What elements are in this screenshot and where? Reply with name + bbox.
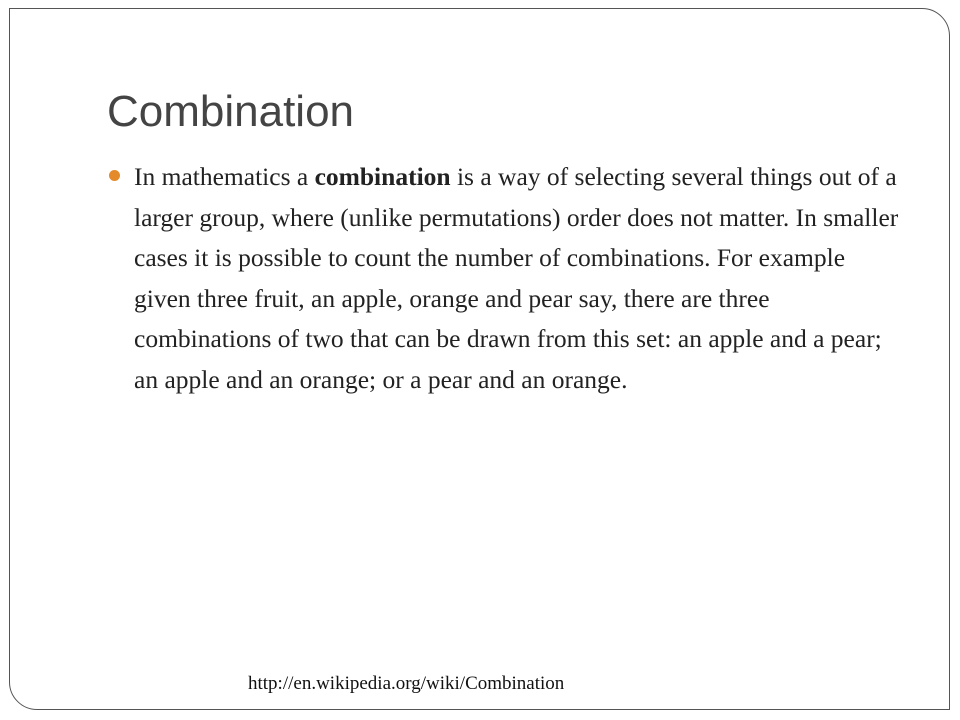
bullet-item	[107, 157, 907, 400]
bullet-text-rest: is a way of selecting several things out of a larger group, where (unlike permutations) order does not matter. In smaller cases it is possible to count the number of combinations. For example given three fruit, an apple, orange and pear say, there are three combinations of two that can be drawn from this set: an apple and a pear; an apple and an orange; or a pear and an orange.	[134, 162, 899, 394]
slide-title: Combination	[107, 87, 355, 136]
bullet-text-start: In mathematics a	[134, 162, 315, 191]
bullet-term-combination: combination	[314, 162, 451, 191]
bullet-text	[134, 157, 907, 400]
bullet-dot-icon	[109, 170, 120, 181]
source-link[interactable]: http://en.wikipedia.org/wiki/Combination	[248, 673, 565, 694]
bullet-list	[107, 157, 907, 400]
